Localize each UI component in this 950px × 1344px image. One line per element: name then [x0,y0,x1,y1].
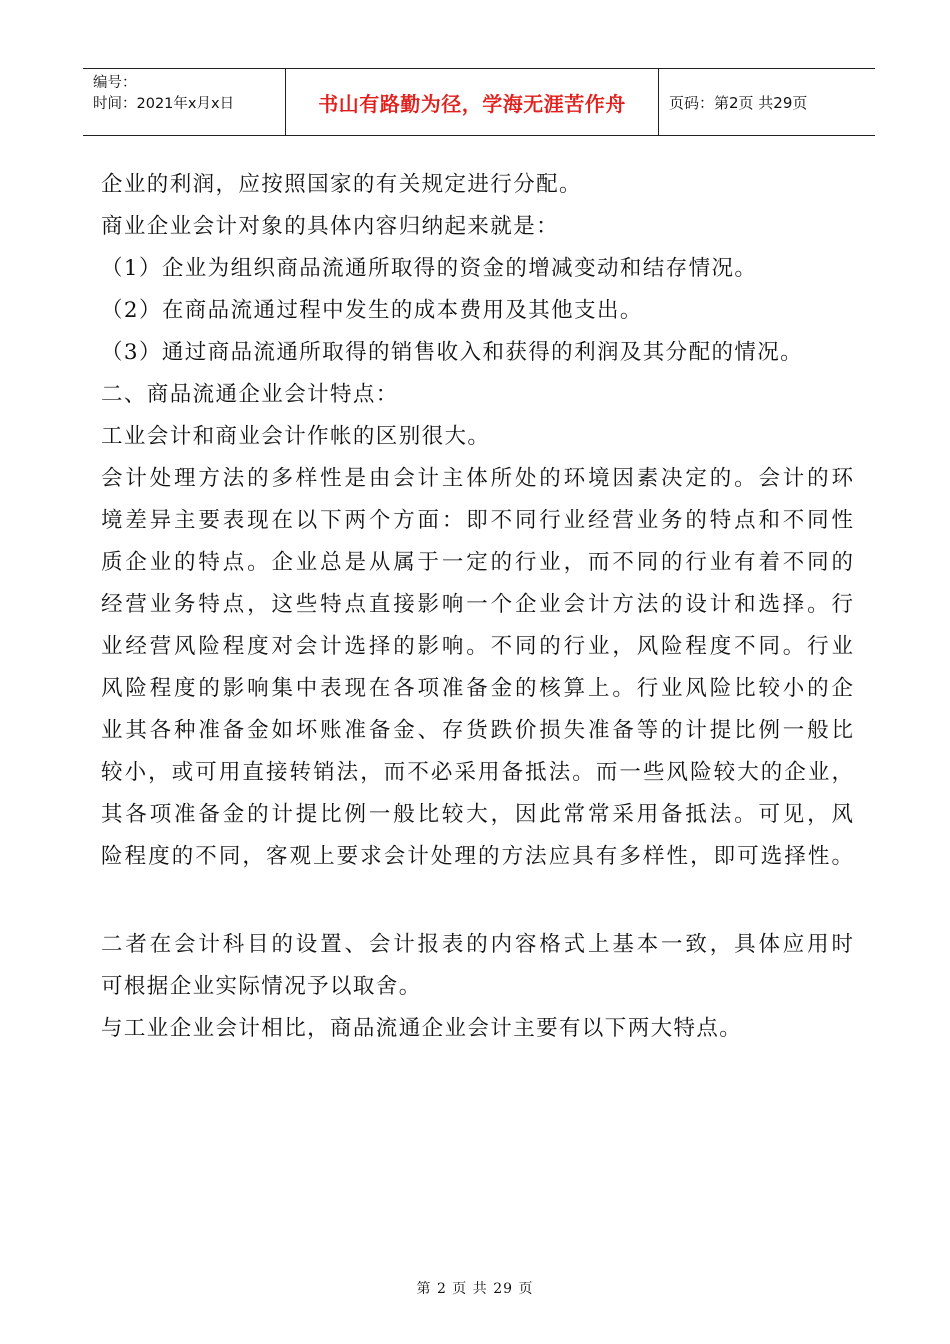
document-body [101,164,881,1050]
list-item-3: （3）通过商品流通所取得的销售收入和获得的利润及其分配的情况。 [101,340,804,365]
paragraph-line: 二者在会计科目的设置、会计报表的内容格式上基本一致，具体应用时 [101,932,853,957]
document-number-label: 编号： [93,75,137,91]
paragraph-line: 境差异主要表现在以下两个方面：即不同行业经营业务的特点和不同性 [101,508,853,533]
list-item-2: （2）在商品流通过程中发生的成本费用及其他支出。 [101,298,643,323]
paragraph-line: 其各项准备金的计提比例一般比较大，因此常常采用备抵法。可见，风 [101,802,853,827]
document-header [83,68,875,136]
document-time-label: 时间：2021年x月x日 [93,96,235,112]
body-line: 工业会计和商业会计作帐的区别很大。 [101,424,491,449]
header-motto: 书山有路勤为径，学海无涯苦作舟 [318,91,626,116]
footer-page-number: 第 2 页 共 29 页 [416,1281,534,1297]
paragraph-line: 业经营风险程度对会计选择的影响。不同的行业，风险程度不同。行业 [101,634,853,659]
header-page-info: 页码：第2页 共29页 [669,93,808,112]
header-meta-cell [83,69,286,135]
header-page-cell [659,69,875,135]
body-line: 企业的利润，应按照国家的有关规定进行分配。 [101,172,582,197]
paragraph-line: 风险程度的影响集中表现在各项准备金的核算上。行业风险比较小的企 [101,676,853,701]
section-heading: 二、商品流通企业会计特点： [101,382,399,407]
paragraph-line: 业其各种准备金如坏账准备金、存货跌价损失准备等的计提比例一般比 [101,718,853,743]
paragraph-line: 经营业务特点，这些特点直接影响一个企业会计方法的设计和选择。行 [101,592,853,617]
paragraph-line: 较小，或可用直接转销法，而不必采用备抵法。而一些风险较大的企业， [101,760,853,785]
header-motto-cell [286,69,659,135]
paragraph-line: 可根据企业实际情况予以取舍。 [101,974,422,999]
paragraph-line: 与工业企业会计相比，商品流通企业会计主要有以下两大特点。 [101,1016,743,1041]
paragraph-line: 险程度的不同，客观上要求会计处理的方法应具有多样性，即可选择性。 [101,844,853,869]
paragraph-gap [101,878,881,924]
paragraph-line: 质企业的特点。企业总是从属于一定的行业，而不同的行业有着不同的 [101,550,853,575]
body-line: 商业企业会计对象的具体内容归纳起来就是： [101,214,560,239]
list-item-1: （1）企业为组织商品流通所取得的资金的增减变动和结存情况。 [101,256,758,281]
page-footer [0,1278,950,1298]
paragraph-line: 会计处理方法的多样性是由会计主体所处的环境因素决定的。会计的环 [101,466,853,491]
